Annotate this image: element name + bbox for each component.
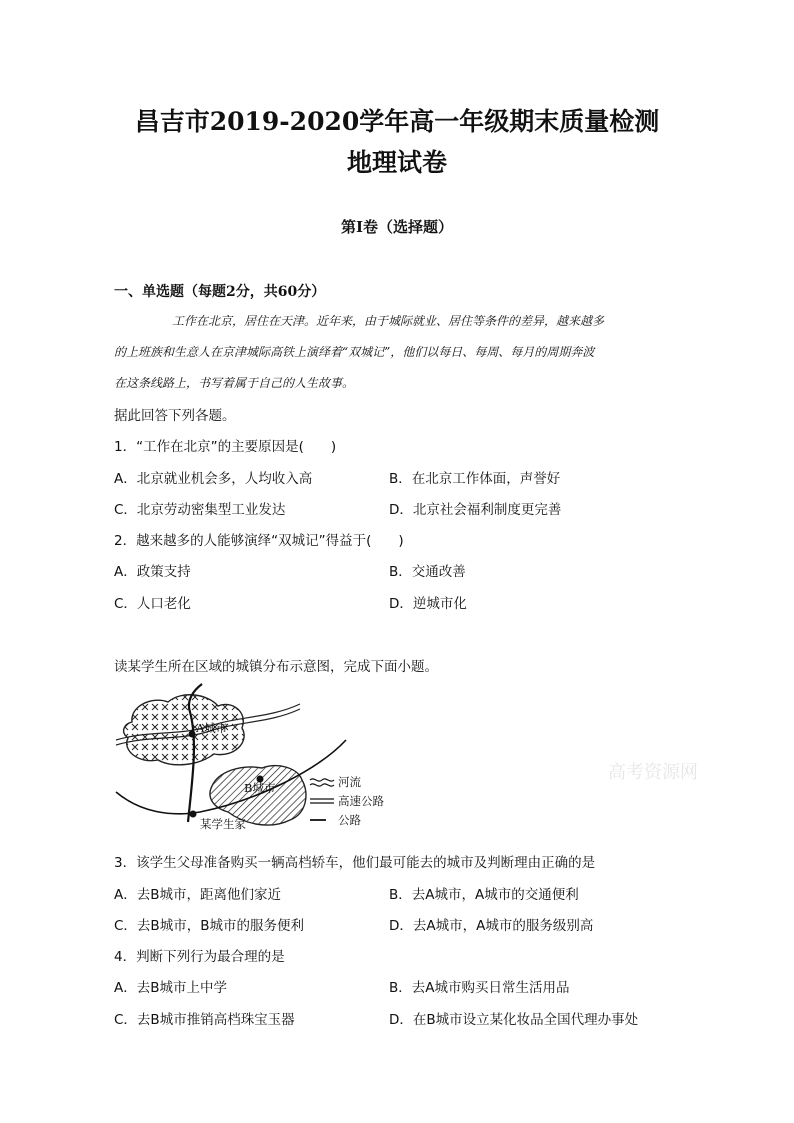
city-a-label: A城市 (196, 721, 228, 735)
q4-option-d: D．在B城市设立某化妆品全国代理办事处 (389, 1012, 639, 1028)
volume-heading: 第Ⅰ卷（选择题） (340, 218, 454, 236)
prompt-1: 据此回答下列各题。 (114, 408, 236, 424)
q3-stem: 3．该学生父母准备购买一辆高档轿车，他们最可能去的城市及判断理由正确的是 (114, 855, 596, 871)
exam-title-line1: 昌吉市2019-2020学年高一年级期末质量检测 (134, 107, 660, 136)
legend-road-label: 公路 (338, 813, 361, 827)
passage-line-3: 在这条线路上，书写着属于自己的人生故事。 (114, 376, 355, 390)
q2-stem: 2．越来越多的人能够演绎“双城记”得益于( ) (114, 533, 404, 549)
q1-option-b: B．在北京工作体面，声誉好 (389, 471, 561, 487)
watermark-logo: 高考资源网 (608, 762, 698, 783)
student-home-dot (190, 811, 197, 818)
town-distribution-map (110, 682, 410, 838)
q3-option-b: B．去A城市，A城市的交通便利 (389, 887, 579, 903)
prompt-2: 读某学生所在区域的城镇分布示意图，完成下面小题。 (114, 659, 438, 675)
passage-line-2: 的上班族和生意人在京津城际高铁上演绎着“双城记”，他们以每日、每周、每月的周期奔波 (114, 345, 595, 359)
city-b-label: B城市 (244, 781, 276, 795)
q4-option-a: A．去B城市上中学 (114, 980, 227, 996)
q4-option-b: B．去A城市购买日常生活用品 (389, 980, 570, 996)
q2-option-a: A．政策支持 (114, 564, 191, 580)
passage-line-1: 工作在北京，居住在天津。近年来，由于城际就业、居住等条件的差异，越来越多 (172, 314, 605, 328)
q3-option-a: A．去B城市，距离他们家近 (114, 887, 281, 903)
q4-option-c: C．去B城市推销高档珠宝玉器 (114, 1012, 295, 1028)
legend-highway-label: 高速公路 (338, 794, 384, 808)
q1-option-c: C．北京劳动密集型工业发达 (114, 502, 286, 518)
q2-option-c: C．人口老化 (114, 596, 191, 612)
city-a-dot (189, 731, 196, 738)
q1-option-d: D．北京社会福利制度更完善 (389, 502, 562, 518)
exam-title-line2: 地理试卷 (346, 148, 447, 177)
q2-option-b: B．交通改善 (389, 564, 466, 580)
q3-option-c: C．去B城市，B城市的服务便利 (114, 918, 304, 934)
q1-stem: 1．“工作在北京”的主要原因是( ) (114, 439, 337, 455)
legend-river-icon (310, 779, 334, 781)
legend-river-icon-2 (310, 784, 334, 786)
q4-stem: 4．判断下列行为最合理的是 (114, 949, 285, 965)
q3-option-d: D．去A城市，A城市的服务级别高 (389, 918, 594, 934)
q1-option-a: A．北京就业机会多，人均收入高 (114, 471, 313, 487)
student-home-label: 某学生家 (200, 817, 246, 831)
q2-option-d: D．逆城市化 (389, 596, 467, 612)
legend-river-label: 河流 (338, 775, 361, 789)
section-heading: 一、单选题（每题2分，共60分） (114, 284, 326, 300)
